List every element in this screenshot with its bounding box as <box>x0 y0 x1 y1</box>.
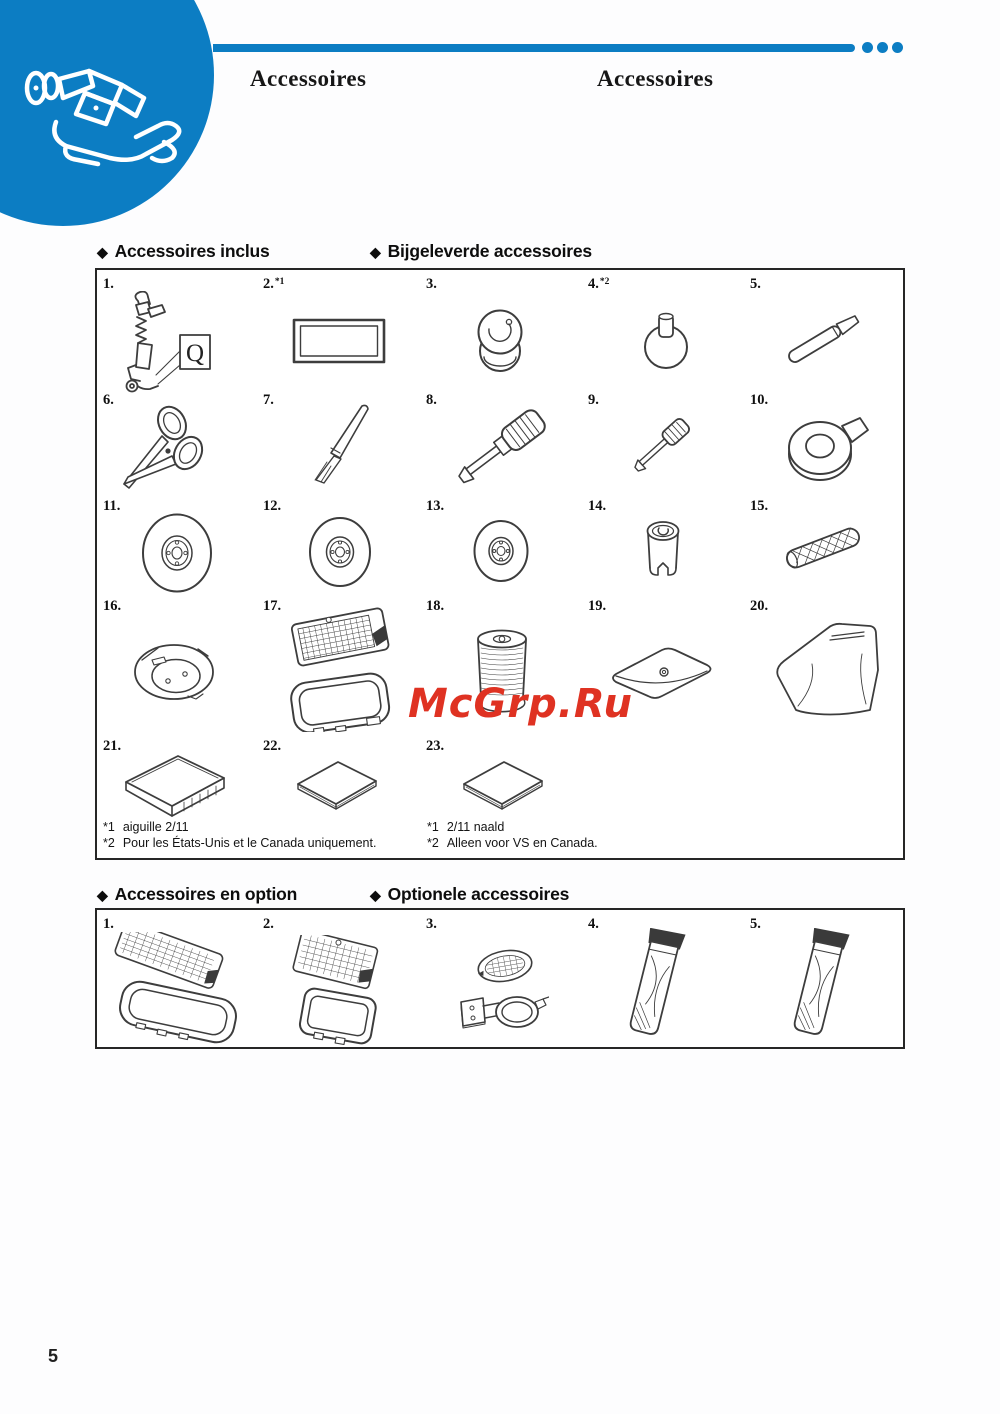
page-title-nl: Accessoires <box>597 66 714 91</box>
item-number: 20. <box>750 598 769 614</box>
dust-cover-icon <box>764 612 884 716</box>
item-number: 5. <box>750 276 761 292</box>
item-number: 19. <box>588 598 607 614</box>
needle-set-icon <box>292 318 386 364</box>
item-number: 15. <box>750 498 769 514</box>
item-number: 7. <box>263 392 274 408</box>
item-number: 3. <box>426 276 437 292</box>
spool-cap-medium-icon <box>306 514 374 590</box>
item-number: 18. <box>426 598 445 614</box>
embroidery-hoop-large-set-icon <box>112 932 252 1046</box>
manual-book-icon <box>116 748 232 820</box>
footnote: *2 Alleen voor VS en Canada. <box>427 836 598 850</box>
item-number: 16. <box>103 598 122 614</box>
scissors-icon <box>116 398 206 494</box>
bobbin-case-icon <box>132 636 216 702</box>
booklet-icon <box>290 754 384 814</box>
section-heading-optional-fr: ◆ Accessoires en option <box>97 884 298 904</box>
item-number: 10. <box>750 392 769 408</box>
stabilizer-roll-icon <box>606 928 706 1046</box>
section-heading-optional-nl: ◆ Optionele accessoires <box>370 884 570 904</box>
diamond-icon: ◆ <box>370 243 381 260</box>
item-number: 21. <box>103 738 122 754</box>
embroidery-hoop-medium-set-icon <box>288 935 392 1045</box>
spool-cap-icon <box>637 311 695 369</box>
item-number: 4.$^{*2}$ <box>588 276 610 292</box>
header-dot-icon <box>892 42 903 53</box>
item-number: 14. <box>588 498 607 514</box>
item-number: 1. <box>103 916 114 932</box>
diamond-icon: ◆ <box>97 886 108 903</box>
watermark: McGrp.Ru <box>408 681 633 727</box>
presser-foot-icon <box>14 46 204 181</box>
cleaning-brush-icon <box>296 400 374 484</box>
header-dot-icon <box>862 42 873 53</box>
header-dot-icon <box>877 42 888 53</box>
bobbin-icon <box>467 307 533 375</box>
item-number: 1. <box>103 276 114 292</box>
item-number: 11. <box>103 498 121 514</box>
disc-screwdriver-icon <box>778 408 870 484</box>
footnote: *1 aiguille 2/11 <box>103 820 189 834</box>
footnote: *2 Pour les États-Unis et le Canada uniquement. <box>103 836 377 850</box>
diamond-icon: ◆ <box>370 886 381 903</box>
item-number: 3. <box>426 916 437 932</box>
item-number: 2.$^{*1}$ <box>263 276 285 292</box>
diamond-icon: ◆ <box>97 243 108 260</box>
item-number: 2. <box>263 916 274 932</box>
section-heading-included-fr: ◆ Accessoires inclus <box>97 241 270 261</box>
section-heading-included-nl: ◆ Bijgeleverde accessoires <box>370 241 592 261</box>
header-rule <box>213 44 855 52</box>
footnote: *1 2/11 naald <box>427 820 505 834</box>
spool-cap-large-icon <box>139 511 215 595</box>
item-number: 13. <box>426 498 445 514</box>
screwdriver-large-icon <box>446 396 556 498</box>
spool-cap-small-icon <box>471 517 531 585</box>
spool-pin-icon <box>639 518 687 584</box>
svg-text:Q: Q <box>185 340 205 367</box>
stabilizer-roll-icon <box>770 928 870 1046</box>
embroidery-hoop-sheet-icon <box>288 606 392 732</box>
embroidery-foot-q-icon <box>112 291 216 393</box>
screwdriver-small-icon <box>624 398 700 492</box>
item-number: 5. <box>750 916 761 932</box>
item-number: 6. <box>103 392 114 408</box>
item-number: 17. <box>263 598 282 614</box>
item-number: 23. <box>426 738 445 754</box>
seam-ripper-icon <box>780 306 870 370</box>
embroidery-hoop-round-set-icon <box>453 946 549 1034</box>
page-number: 5 <box>48 1346 59 1366</box>
page-title-fr: Accessoires <box>250 66 367 91</box>
item-number: 9. <box>588 392 599 408</box>
item-number: 8. <box>426 392 437 408</box>
booklet-icon <box>456 754 550 814</box>
item-number: 4. <box>588 916 599 932</box>
item-number: 12. <box>263 498 282 514</box>
spool-net-icon <box>780 516 866 580</box>
item-number: 22. <box>263 738 282 754</box>
